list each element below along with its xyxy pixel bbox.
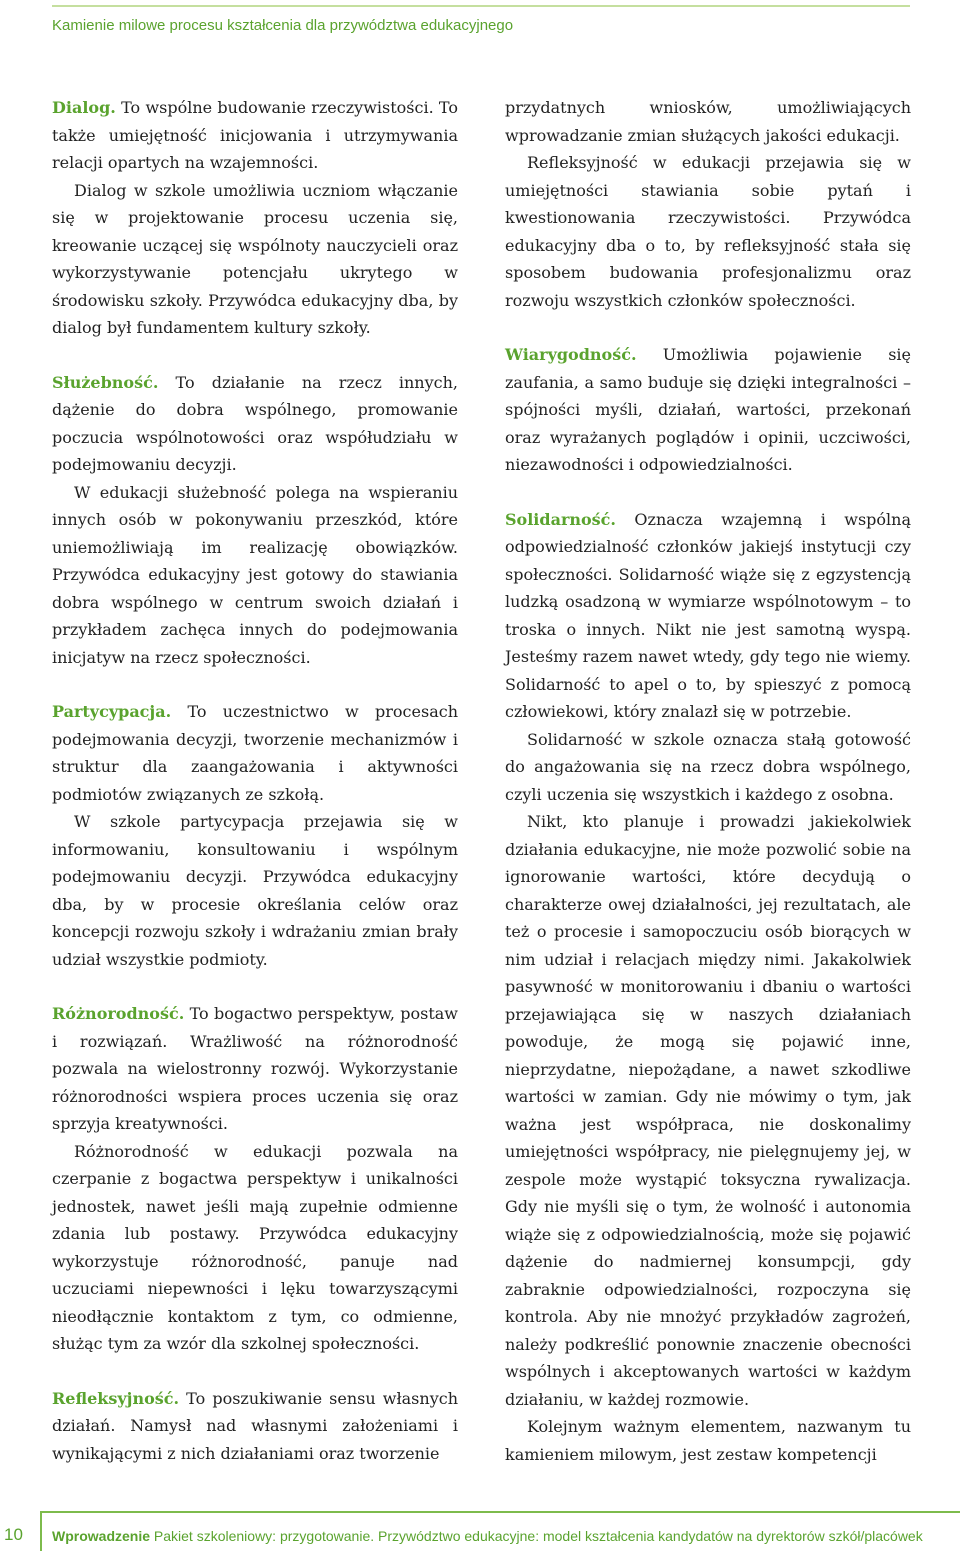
paragraph-partycypacja-2: W szkole partycypacja przejawia się w informowaniu, konsultowaniu i wspólnym podejmowaniu decyzji. Przywódca edukacyjny dba, by w procesie określania celów oraz koncepcji rozwoju szkoły i wdrażaniu zmian brały udział wszystkie podmioty. <box>52 812 458 969</box>
paragraph-solidarnosc-4: Kolejnym ważnym elementem, nazwanym tu kamieniem milowym, jest zestaw kompetencji <box>505 1417 911 1464</box>
footer-rule <box>40 1511 960 1513</box>
paragraph-refleksyjnosc-cont: przydatnych wniosków, umożliwiających wprowadzanie zmian służących jakości edukacji. <box>505 98 911 145</box>
paragraph-wiarygodnosc: Wiarygodność. Umożliwia pojawienie się zaufania, a samo buduje się dzięki integralności – spójności myśli, działań, wartości, przekonań oraz wyrażanych poglądów i opinii, uczciwości, niezawodności i odpowiedzialności. <box>505 345 911 474</box>
paragraph-solidarnosc: Solidarność. Oznacza wzajemną i wspólną odpowiedzialność członków jakiejś instytucji czy społeczności. Solidarność wiąże się z egzystencją ludzką osadzoną w wymiarze wspólnotowym – to troska o innych. Nikt nie jest samotną wyspą. Jesteśmy razem nawet wtedy, gdy tego nie wiemy. Solidarność to apel o to, by spieszyć z pomocą człowiekowi, który znalazł się w potrzebie. <box>505 509 911 721</box>
paragraph-sluzebnosc: Służebność. To działanie na rzecz innych, dążenie do dobra wspólnego, promowanie poczucia wspólnotowości oraz współudziału w podejmowaniu decyzji. <box>52 372 458 474</box>
term-roznorodnosc: Różnorodność. <box>52 1004 185 1023</box>
running-header: Kamienie milowe procesu kształcenia dla przywództwa edukacyjnego <box>52 17 514 34</box>
paragraph-dialog: Dialog. To wspólne budowanie rzeczywistości. To także umiejętność inicjowania i utrzymywania relacji opartych na wzajemności. <box>52 98 458 172</box>
paragraph-solidarnosc-2: Solidarność w szkole oznacza stałą gotowość do angażowania się na rzecz dobra wspólnego, czyli uczenia się wszystkich i każdego z osobna. <box>505 729 911 804</box>
paragraph-dialog-2: Dialog w szkole umożliwia uczniom włączanie się w projektowanie procesu uczenia się, kreowanie uczącej się wspólnoty nauczycieli oraz wykorzystywanie potencjału ukrytego w środowisku szkoły. Przywódca edukacyjny dba, by dialog był fundamentem kultury szkoły. <box>52 180 458 337</box>
page-number: 10 <box>4 1525 23 1544</box>
right-column <box>505 94 911 1468</box>
footer-label-rest: Pakiet szkoleniowy: przygotowanie. Przywództwo edukacyjne: model kształcenia kandydatów na dyrektorów szkół/placówek <box>150 1528 923 1544</box>
paragraph-solidarnosc-3: Nikt, kto planuje i prowadzi jakiekolwiek działania edukacyjne, nie może pozwolić sobie na ignorowanie wartości, które decydują o charakterze owej działalności, jej rezultatach, ale też o procesie i samopoczuciu osób biorących w nim udział i relacjach między nimi. Jakakolwiek pasywność w monitorowaniu i dbaniu o wartości przejawiająca się w naszych działaniach powoduje, że mogą się pojawić inne, nieprzydatne, niepożądane, a nawet szkodliwe wartości w zamian. Gdy nie mówimy o tym, jak ważna jest współpraca, nie doskonalimy umiejętności współpracy, nie pielęgnujemy jej, w zespole może wystąpić toksyczna rywalizacja. Gdy nie myśli się o tym, że wolność i autonomia wiąże się z odpowiedzialnością, może się pojawić dążenie do nadmiernej konsumpcji, gdy zabraknie odpowiedzialności, rozpoczyna się kontrola. Aby nie mnożyć przykładów zagrożeń, należy podkreślić ponownie znaczenie obecności wspólnych i akceptowanych wartości w każdym działaniu, w każdej rozmowie. <box>505 812 911 1409</box>
footer-divider <box>40 1511 42 1551</box>
paragraph-roznorodnosc-2: Różnorodność w edukacji pozwala na czerpanie z bogactwa perspektyw i unikalności jednostek, nawet jeśli mają zupełnie odmienne zdania lub postawy. Przywódca edukacyjny wykorzystuje różnorodność, panuje nad uczuciami niepewności i lęku towarzyszącymi nieodłącznie kontaktom z tym, co odmienne, służąc tym za wzór dla szkolnej społeczności. <box>52 1141 458 1353</box>
term-refleksyjnosc: Refleksyjność. <box>52 1388 180 1408</box>
footer-label-bold: Wprowadzenie <box>52 1528 151 1544</box>
term-dialog: Dialog. <box>52 98 116 117</box>
paragraph-sluzebnosc-2: W edukacji służebność polega na wspieraniu innych osób w pokonywaniu przeszkód, które uniemożliwiają im realizację obowiązków. Przywódca edukacyjny jest gotowy do stawiania dobra wspólnego w centrum swoich działań i przykładem zachęca innych do podejmowania inicjatyw na rzecz społeczności. <box>52 482 458 667</box>
page-footer <box>0 1511 960 1551</box>
term-sluzebnosc: Służebność. <box>52 372 159 392</box>
left-column <box>52 94 458 1467</box>
paragraph-refleksyjnosc-2: Refleksyjność w edukacji przejawia się w umiejętności stawiania sobie pytań i kwestionowania rzeczywistości. Przywódca edukacyjny dba o to, by refleksyjność stała się sposobem budowania profesjonalizmu oraz rozwoju wszystkich członków społeczności. <box>505 153 911 310</box>
paragraph-refleksyjnosc: Refleksyjność. To poszukiwanie sensu własnych działań. Namysł nad własnymi założeniami i wynikającymi z nich działaniami oraz tworzenie <box>52 1388 458 1463</box>
paragraph-partycypacja: Partycypacja. To uczestnictwo w procesach podejmowania decyzji, tworzenie mechanizmów i struktur dla zaangażowania i aktywności podmiotów związanych ze szkołą. <box>52 702 458 804</box>
header-rule <box>52 5 910 7</box>
term-wiarygodnosc: Wiarygodność. <box>505 345 637 364</box>
term-partycypacja: Partycypacja. <box>52 702 172 721</box>
paragraph-roznorodnosc: Różnorodność. To bogactwo perspektyw, postaw i rozwiązań. Wrażliwość na różnorodność pozwala na wielostronny rozwój. Wykorzystanie różnorodności wspiera proces uczenia się oraz sprzyja kreatywności. <box>52 1004 458 1133</box>
footer-label <box>52 1528 923 1544</box>
term-solidarnosc: Solidarność. <box>505 509 616 529</box>
